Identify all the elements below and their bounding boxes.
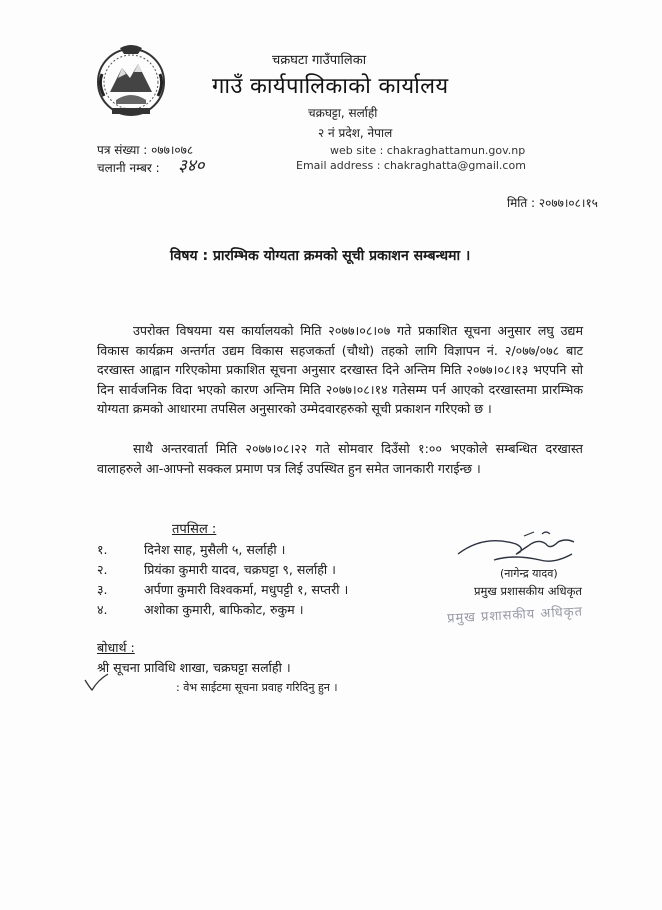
subject-line: विषय : प्रारम्भिक योग्यता क्रमको सूची प्रकाशन सम्बन्धमा ।	[170, 248, 471, 264]
list-item-text: अशोका कुमारी, बाफिकोट, रुकुम ।	[144, 602, 304, 617]
list-item-text: प्रियंका कुमारी यादव, चक्रघट्टा ९, सर्लाही ।	[144, 562, 336, 577]
check-mark-icon	[82, 672, 110, 692]
dispatch-number-handwritten: ३४०	[178, 156, 205, 176]
list-item	[0, 581, 440, 601]
address-line-1: चक्रघट्टा, सर्लाही	[308, 106, 378, 120]
office-title: गाउँ कार्यपालिकाको कार्यालय	[212, 74, 449, 99]
list-item-number: १.	[97, 542, 108, 557]
body-paragraph-2: साथै अन्तरवार्ता मिति २०७७।०८।२२ गते सोमवार दिउँसो १:०० भएकोले सम्बन्धित दरखास्त वालाहरुले आ-आफ्नो सक्कल प्रमाण पत्र लिई उपस्थित हुन समेत जानकारी गराईन्छ ।	[97, 441, 583, 476]
letter-date: मिति : २०७७।०८।१५	[507, 196, 598, 210]
official-stamp: प्रमुख प्रशासकीय अधिकृत	[446, 604, 584, 627]
signatory-title: प्रमुख प्रशासकीय अधिकृत	[474, 584, 582, 598]
list-item	[0, 601, 440, 621]
handwritten-signature	[454, 530, 584, 570]
body-paragraph-1: उपरोक्त विषयमा यस कार्यालयको मिति २०७७।०८।०७ गते प्रकाशित सूचना अनुसार लघु उद्यम विकास कार्यक्रम अन्तर्गत उद्यम विकास सहजकर्ता (चौथो) तहको लागि विज्ञापन नं. २/०७७/०७८ बाट दरखास्त आह्वान गरिएकोमा प्रकाशित सूचना अनुसार दरखास्त दिने अन्तिम मिति २०७७।०८।१३ भएपनि सो दिन सार्वजनिक विदा भएको कारण अन्तिम मिति २०७७।०८।१४ गतेसम्म पर्न आएको दरखास्तमा प्रारम्भिक योग्यता क्रमको आधारमा तपसिल अनुसारको उम्मेदवारहरुको सूची प्रकाशन गरिएको छ ।	[97, 323, 583, 417]
list-item-text: दिनेश साह, मुसैली ५, सर्लाही ।	[144, 542, 286, 557]
email-text: Email address : chakraghatta@gmail.com	[296, 159, 526, 172]
municipality-name: चक्रघटा गाउँपालिका	[272, 53, 367, 68]
letter-number: पत्र संख्या : ०७७।०७८	[97, 143, 194, 157]
address-line-2: २ नं प्रदेश, नेपाल	[318, 126, 393, 140]
list-item	[0, 561, 440, 581]
cc-recipient: श्री सूचना प्राविधि शाखा, चक्रघट्टा सर्लाही ।	[97, 660, 291, 675]
signatory-name: (नागेन्द्र यादव)	[500, 567, 558, 580]
list-item-text: अर्पणा कुमारी विश्वकर्मा, मधुपट्टी १, सप्तरी ।	[144, 582, 349, 597]
list-item-number: २.	[97, 562, 108, 577]
cc-note: : वेभ साईटमा सूचना प्रवाह गरिदिनु हुन ।	[176, 681, 338, 694]
list-heading: तपसिल :	[172, 522, 217, 537]
list-item-number: ४.	[97, 602, 108, 617]
nepal-emblem-logo	[92, 42, 170, 120]
list-item-number: ३.	[97, 582, 108, 597]
website-text: web site : chakraghattamun.gov.np	[330, 144, 526, 157]
dispatch-number-label: चलानी नम्बर :	[97, 161, 160, 175]
cc-heading: बोधार्थ :	[97, 640, 135, 655]
